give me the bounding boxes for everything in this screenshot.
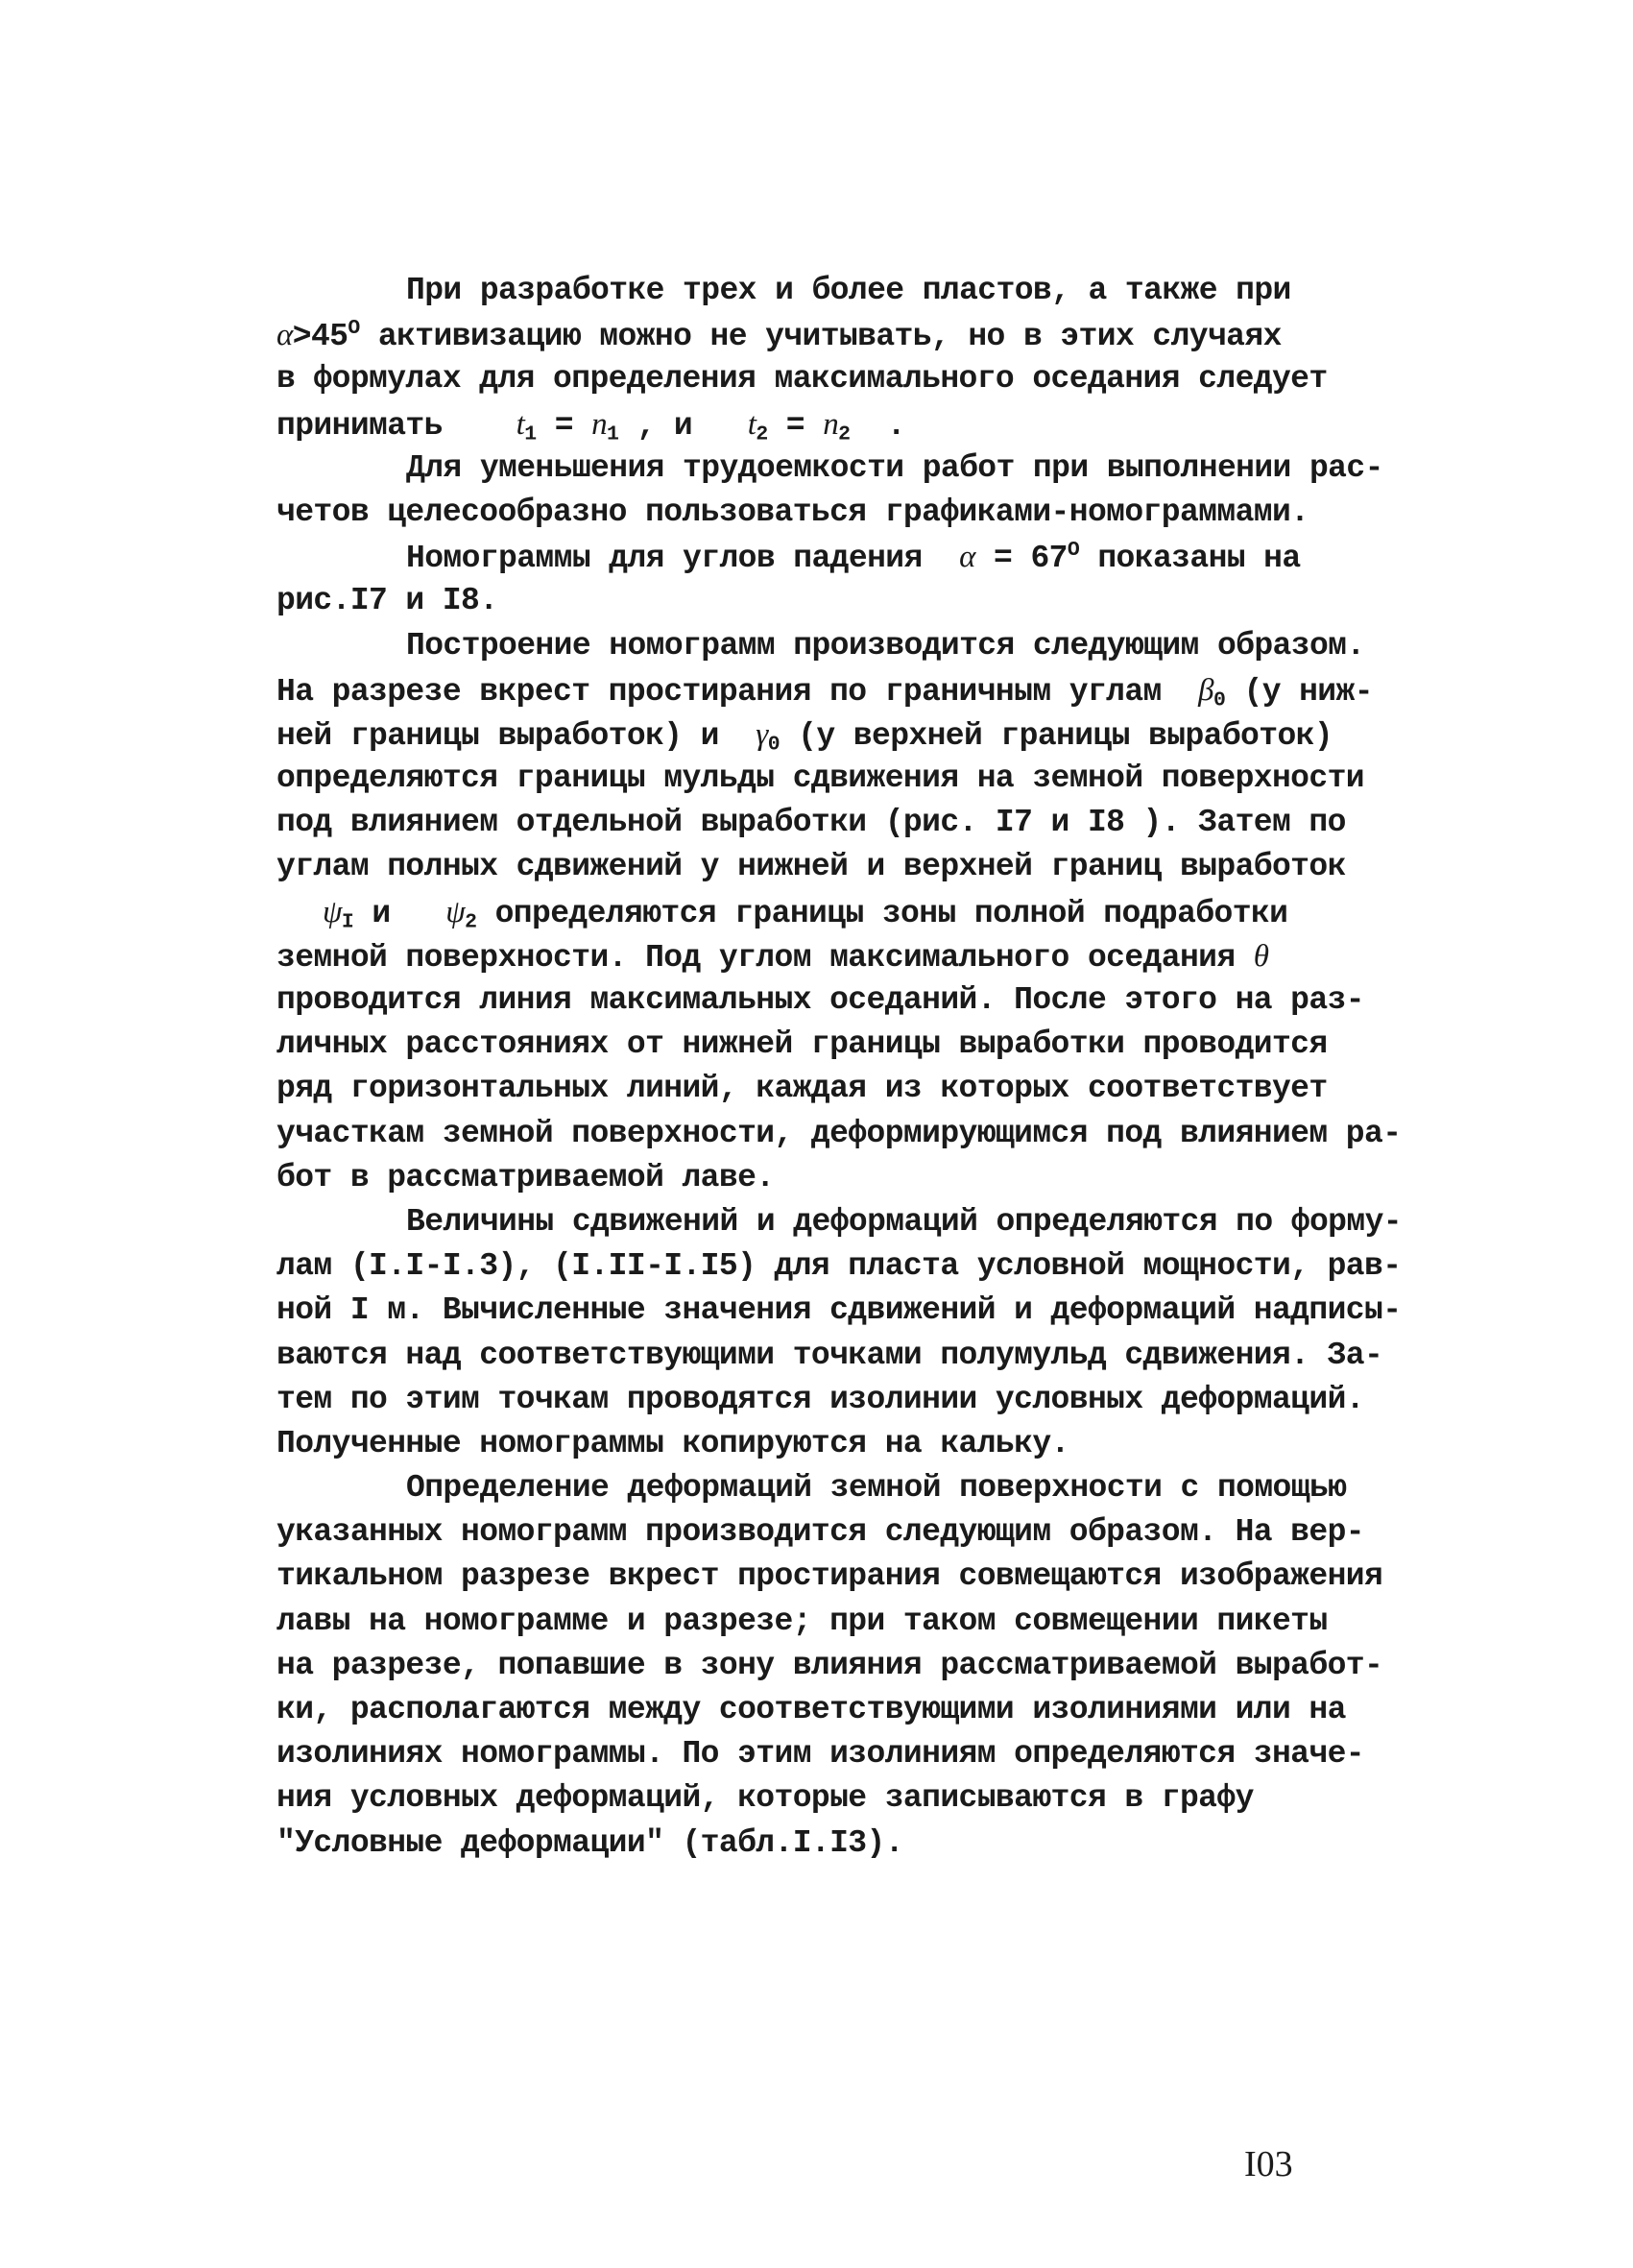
text-line: [276, 668, 1390, 712]
text-line: [276, 978, 1390, 1023]
page-number: I03: [1244, 2144, 1293, 2184]
text-run: углам полных сдвижений у нижней и верхней границ выработок: [276, 849, 1346, 885]
text-line: [276, 1422, 1390, 1466]
text-line: [276, 1644, 1390, 1688]
text-run: на разрезе, попавшие в зону влияния рассматриваемой выработ-: [276, 1647, 1383, 1683]
text-line: [276, 579, 1390, 623]
text-line: [276, 624, 1390, 668]
text-line: [276, 1776, 1390, 1821]
text-run: под влиянием отдельной выработки (рис. I7 и I8 ). Затем по: [276, 805, 1346, 841]
text-run: определяются границы зоны полной подработки: [476, 895, 1288, 931]
text-run: = 67: [974, 541, 1068, 577]
text-run: показаны на: [1079, 541, 1301, 577]
formula-symbol: t: [747, 406, 756, 442]
text-line: [276, 535, 1390, 579]
text-line: [276, 1732, 1390, 1776]
text-run: Величины сдвижений и деформаций определяются по форму-: [406, 1203, 1402, 1240]
text-line: [276, 1555, 1390, 1599]
formula-symbol: n: [823, 406, 839, 442]
psi-symbol: ψ: [445, 894, 466, 929]
subscript: 0: [1213, 688, 1226, 712]
text-run: изолиниях номограммы. По этим изолиниям определяются значе-: [276, 1736, 1364, 1773]
gamma-symbol: γ: [756, 716, 768, 752]
text-line: [276, 491, 1390, 535]
text-run: в формулах для определения максимального оседания следует: [276, 361, 1328, 398]
text-line: [276, 712, 1390, 757]
text-run: При разработке трех и более пластов, а также при: [406, 273, 1291, 308]
text-run: >45: [292, 319, 348, 355]
subscript: 2: [756, 422, 768, 446]
text-run: и: [353, 895, 446, 931]
text-run: ней границы выработок) и: [276, 717, 756, 754]
text-run: активизацию можно не учитывать, но в этих случаях: [359, 319, 1282, 355]
text-run: =: [767, 407, 824, 444]
text-line: [276, 1200, 1402, 1244]
text-run: ки, располагаются между соответствующими изолиниями или на: [276, 1692, 1346, 1727]
text-line: [276, 402, 1390, 446]
text-run: Построение номограмм производится следующим образом.: [406, 627, 1365, 664]
text-run: , и: [618, 407, 748, 444]
text-run: На разрезе вкрест простирания по граничным углам: [276, 673, 1199, 710]
text-run: (у ниж-: [1225, 673, 1373, 710]
text-line: [276, 269, 1390, 313]
text-line: [276, 757, 1390, 801]
text-line: [276, 1156, 1390, 1200]
text-line: [276, 1023, 1390, 1067]
text-run: .: [850, 407, 905, 444]
text-run: рис.I7 и I8.: [276, 583, 498, 619]
text-line: [276, 1466, 1390, 1510]
text-run: тем по этим точкам проводятся изолинии условных деформаций.: [276, 1381, 1364, 1417]
alpha-symbol: α: [959, 540, 975, 575]
subscript: 1: [524, 422, 537, 446]
text-run: проводится линия максимальных оседаний. После этого на раз-: [276, 982, 1364, 1018]
text-run: Номограммы для углов падения: [406, 541, 960, 577]
text-line: [276, 446, 1390, 491]
text-line: [276, 890, 1390, 934]
subscript: 2: [838, 422, 851, 446]
degree-mark: О: [1067, 539, 1080, 563]
text-run: Определение деформаций земной поверхности с помощью: [406, 1470, 1347, 1507]
text-line: [276, 1289, 1402, 1333]
subscript: 1: [607, 422, 619, 446]
text-run: участкам земной поверхности, деформирующимся под влиянием ра-: [276, 1115, 1402, 1151]
text-run: "Условные деформации" (табл.I.I3).: [276, 1824, 903, 1861]
text-run: указанных номограмм производится следующим образом. На вер-: [276, 1514, 1364, 1551]
text-run: четов целесообразно пользоваться графиками-номограммами.: [276, 494, 1309, 530]
text-run: =: [536, 407, 592, 444]
text-line: [276, 1334, 1390, 1378]
text-line: [276, 934, 1390, 978]
text-run: тикальном разрезе вкрест простирания совмещаются изображения: [276, 1558, 1383, 1595]
text-run: ния условных деформаций, которые записываются в графу: [276, 1780, 1254, 1817]
text-run: (у верхней границы выработок): [779, 717, 1333, 754]
subscript: 0: [767, 733, 780, 757]
text-line: [276, 845, 1390, 889]
text-run: ряд горизонтальных линий, каждая из которых соответствует: [276, 1071, 1328, 1107]
text-line: [276, 1067, 1390, 1111]
text-run: ной I м. Вычисленные значения сдвижений и деформаций надписы-: [276, 1292, 1402, 1329]
body-text: [276, 269, 1402, 1866]
text-line: [276, 801, 1390, 845]
psi-symbol: ψ: [323, 894, 342, 929]
text-line: [276, 1244, 1402, 1289]
text-line: [276, 1112, 1402, 1156]
subscript: 2: [465, 909, 477, 933]
beta-symbol: β: [1198, 672, 1214, 708]
text-line: [276, 1600, 1390, 1644]
subscript: I: [341, 909, 354, 933]
degree-mark: О: [348, 317, 360, 341]
text-run: бот в рассматриваемой лаве.: [276, 1159, 775, 1195]
text-line: [276, 357, 1390, 401]
text-run: лавы на номограмме и разрезе; при таком совмещении пикеты: [276, 1603, 1328, 1639]
formula-symbol: n: [591, 406, 608, 442]
text-run: определяются границы мульды сдвижения на земной поверхности: [276, 760, 1364, 797]
alpha-symbol: α: [276, 318, 293, 353]
text-line: [276, 1688, 1390, 1732]
text-line: [276, 313, 1390, 357]
text-run: ваются над соответствующими точками полумульд сдвижения. За-: [276, 1337, 1383, 1373]
text-run: принимать: [276, 407, 516, 444]
formula-symbol: t: [516, 406, 525, 442]
text-run: Полученные номограммы копируются на кальку.: [276, 1425, 1069, 1461]
text-run: личных расстояниях от нижней границы выработки проводится: [276, 1026, 1328, 1063]
text-run: земной поверхности. Под углом максимального оседания: [276, 939, 1254, 976]
text-run: Для уменьшения трудоемкости работ при выполнении рас-: [406, 449, 1383, 486]
text-line: [276, 1510, 1390, 1555]
text-line: [276, 1378, 1390, 1422]
text-run: лам (I.I-I.3), (I.II-I.I5) для пласта условной мощности, рав-: [276, 1248, 1402, 1285]
theta-symbol: θ: [1253, 938, 1269, 974]
text-line: [276, 1822, 1390, 1866]
